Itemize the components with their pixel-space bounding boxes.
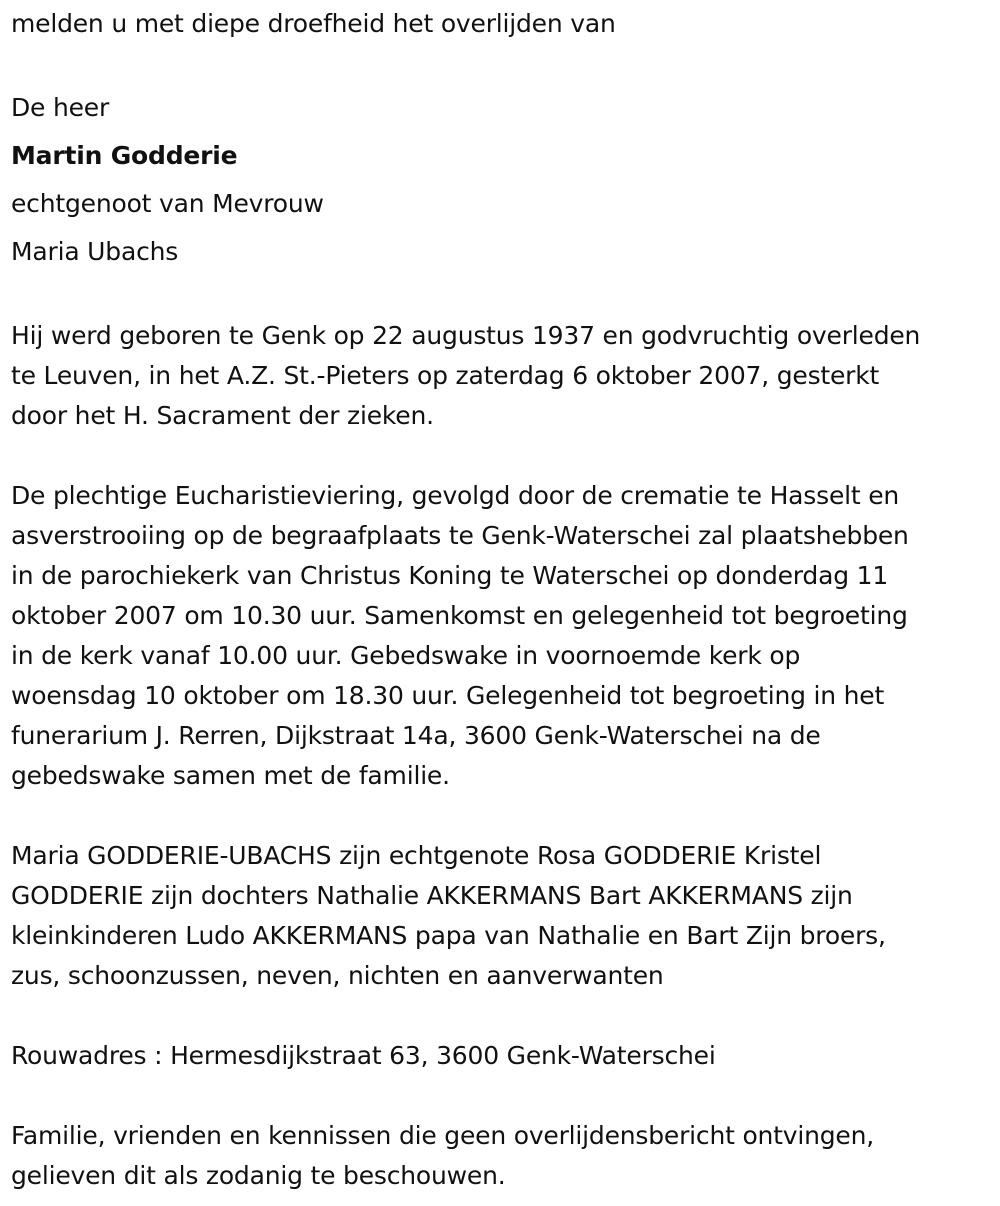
paragraph-line: asverstrooiing op de begraafplaats te Genk-Waterschei zal plaatshebben bbox=[11, 521, 909, 550]
deceased-name: Martin Godderie bbox=[11, 141, 238, 170]
spacer bbox=[11, 436, 991, 476]
deceased-block bbox=[11, 84, 991, 276]
paragraph-line: zus, schoonzussen, neven, nichten en aanverwanten bbox=[11, 961, 664, 990]
salutation: De heer bbox=[11, 93, 110, 122]
paragraph-line: Hij werd geboren te Genk op 22 augustus 1937 en godvruchtig overleden bbox=[11, 321, 921, 350]
closing-paragraph bbox=[11, 1116, 991, 1196]
obituary-notice bbox=[11, 0, 991, 1196]
paragraph-line: door het H. Sacrament der zieken. bbox=[11, 401, 434, 430]
family-paragraph bbox=[11, 836, 991, 996]
paragraph-line: gebedswake samen met de familie. bbox=[11, 761, 450, 790]
paragraph-line: gelieven dit als zodanig te beschouwen. bbox=[11, 1161, 506, 1190]
paragraph-line: kleinkinderen Ludo AKKERMANS papa van Nathalie en Bart Zijn broers, bbox=[11, 921, 886, 950]
spacer bbox=[11, 996, 991, 1036]
paragraph-line: in de kerk vanaf 10.00 uur. Gebedswake in voornoemde kerk op bbox=[11, 641, 801, 670]
spacer bbox=[11, 276, 991, 316]
paragraph-line: De plechtige Eucharistieviering, gevolgd door de crematie te Hasselt en bbox=[11, 481, 900, 510]
spacer bbox=[11, 44, 991, 84]
ceremony-paragraph bbox=[11, 476, 991, 796]
paragraph-line: funerarium J. Rerren, Dijkstraat 14a, 3600 Genk-Waterschei na de bbox=[11, 721, 821, 750]
birth-death-paragraph bbox=[11, 316, 991, 436]
spouse-label: echtgenoot van Mevrouw bbox=[11, 189, 324, 218]
mourning-address: Rouwadres : Hermesdijkstraat 63, 3600 Genk-Waterschei bbox=[11, 1041, 716, 1070]
spouse-name: Maria Ubachs bbox=[11, 237, 179, 266]
intro-text: melden u met diepe droefheid het overlijden van bbox=[11, 9, 616, 38]
paragraph-line: te Leuven, in het A.Z. St.-Pieters op zaterdag 6 oktober 2007, gesterkt bbox=[11, 361, 880, 390]
paragraph-line: in de parochiekerk van Christus Koning te Waterschei op donderdag 11 bbox=[11, 561, 889, 590]
spacer bbox=[11, 1076, 991, 1116]
paragraph-line: woensdag 10 oktober om 18.30 uur. Gelegenheid tot begroeting in het bbox=[11, 681, 885, 710]
paragraph-line: Familie, vrienden en kennissen die geen overlijdensbericht ontvingen, bbox=[11, 1121, 875, 1150]
paragraph-line: GODDERIE zijn dochters Nathalie AKKERMANS Bart AKKERMANS zijn bbox=[11, 881, 853, 910]
spacer bbox=[11, 796, 991, 836]
paragraph-line: oktober 2007 om 10.30 uur. Samenkomst en gelegenheid tot begroeting bbox=[11, 601, 908, 630]
paragraph-line: Maria GODDERIE-UBACHS zijn echtgenote Rosa GODDERIE Kristel bbox=[11, 841, 822, 870]
